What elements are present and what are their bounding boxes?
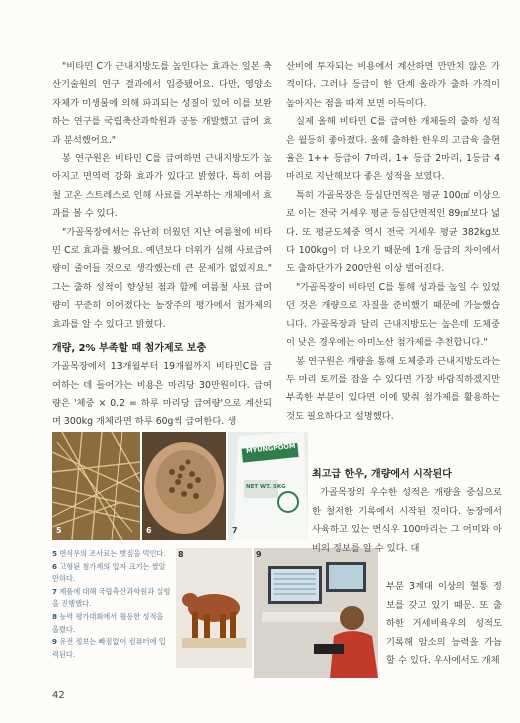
page-number: 42	[52, 690, 65, 701]
photo-number: 6	[146, 526, 152, 535]
photo-caption	[52, 548, 172, 661]
photo-product-bag	[228, 432, 308, 540]
caption-item: 8 능력 평가대회에서 월등한 성적을 올렸다.	[52, 611, 164, 634]
paragraph: 실제 올해 비타민 C를 급여한 개체들의 출하 성적은 월등히 좋아졌다. 올해 출하한 한우의 고급육 출현율은 1++ 등급이 7마리, 1+ 등급 2마리, 1등급 4마리로 지난해보다 좋은 성적을 보였다.	[286, 116, 500, 183]
photo-number: 9	[256, 550, 262, 559]
paragraph: 가골목장의 우수한 성적은 개량을 중심으로 한 철저한 기록에서 시작된 것이다. 농장에서 사육하고 있는 번식우 100마리는 그 어미와 아비의 정보를 알 수 있다. 대	[312, 487, 502, 554]
photo-number: 8	[178, 550, 184, 559]
bag-weight: NET WT. 5KG	[246, 484, 286, 490]
paragraph: 특히 가골목장은 등심단면적은 평균 100㎠ 이상으로 이는 전국 거세우 평균 등심단면적인 89㎠보다 넓다. 또 평균도체중 역시 전국 거세우 평균 382kg보다 100kg이 더 나오기 때문에 1개 등급의 차이에서도 출하단가가 200만원 이상 벌어진다.	[286, 189, 500, 275]
paragraph: 봉 연구원은 비타민 C를 급여하면 근내지방도가 높아지고 면역력 강화 효과가 있다고 밝혔다. 특히 여름철 고온 스트레스로 인해 사료를 거부하는 개체에서 효과를 볼 수 있다.	[52, 153, 272, 220]
photo-straw	[52, 432, 140, 540]
photo-number: 5	[56, 526, 62, 535]
paragraph: 가골목장에서 13개월부터 19개월까지 비타민C를 급여하는 데 들어가는 비용은 마리당 30만원이다. 급여량은 '체중 × 0.2 = 하루 마리당 급여량'으로 계산되며 300kg 개체라면 하루 60g씩 급여한다. 생	[52, 361, 272, 428]
photo-cattle-trophy	[176, 548, 252, 668]
section-2	[312, 466, 502, 558]
photo-computer-records	[254, 548, 378, 678]
paragraph: "가골목장이 비타민 C를 통해 성과를 높일 수 있었던 것은 개량으로 자질을 준비했기 때문에 가능했습니다. 가골목장과 달리 근내지방도는 높은데 도체중이 낮은 경우에는 아미노산 첨가제를 추천합니다."	[286, 281, 500, 349]
caption-item: 6 고형된 첨가제의 입자 크기는 쌀알 만하다.	[52, 561, 166, 584]
section-heading: 개량, 2% 부족할 때 첨가제로 보충	[52, 343, 207, 355]
photo-number: 7	[232, 526, 238, 535]
caption-item: 9 유전 정보는 빠짐없이 컴퓨터에 입력된다.	[52, 637, 166, 659]
caption-item: 5 번식우의 조사료는 볏짚을 먹인다.	[52, 549, 166, 558]
paragraph: 부분 3계대 이상의 혈통 정보를 갖고 있기 때문. 또 출하한 거세비육우의 성적도 기록해 암소의 능력을 가늠할 수 있다. 우사에서도 개체	[386, 581, 502, 667]
right-column	[286, 58, 500, 426]
photo-pellets	[142, 432, 226, 540]
paragraph: 산비에 투자되는 비용에서 계산하면 만만치 않은 가격이다. 그러나 등급이 한 단계 올라가 출하 가격이 높아지는 점을 따져 보면 이득이다.	[286, 61, 500, 109]
section-2-continued	[386, 578, 502, 671]
paragraph: "비타민 C가 근내지방도를 높인다는 효과는 일본 축산기술원의 연구 결과에서 입증됐어요. 다만, 영양소 자체가 미생물에 의해 파괴되는 성질이 있어 이를 보완하는 연구를 국립축산과학원과 공동 개발했고 급여 효과 분석했어요."	[52, 61, 272, 146]
section-heading: 최고급 한우, 개량에서 시작된다	[312, 469, 452, 480]
caption-item: 7 제품에 대해 국립축산과학원과 실험을 진행했다.	[52, 586, 171, 609]
bag-brand: MYUNGPOOM C	[245, 441, 303, 455]
paragraph: "가골목장에서는 유난히 더웠던 지난 여름철에 비타민 C로 효과를 봤어요. 예년보다 더위가 심해 사료급여량이 줄어들 것으로 생각했는데 큰 문제가 없었지요." 그는 출하 성적이 향상된 점과 함께 여름철 사료 급여량이 꾸준히 이어졌다는 농장주의 평가에서 첨가제의 효과를 알 수 있다고 밝혔다.	[52, 226, 272, 330]
paragraph: 봉 연구원은 개량을 통해 도체중과 근내지방도라는 두 마리 토끼를 잡을 수 있다면 가장 바람직하겠지만 부족한 부분이 있다면 이에 맞춰 첨가제를 활용하는 것도 필요하다고 설명했다.	[286, 355, 500, 422]
left-column	[52, 58, 272, 432]
